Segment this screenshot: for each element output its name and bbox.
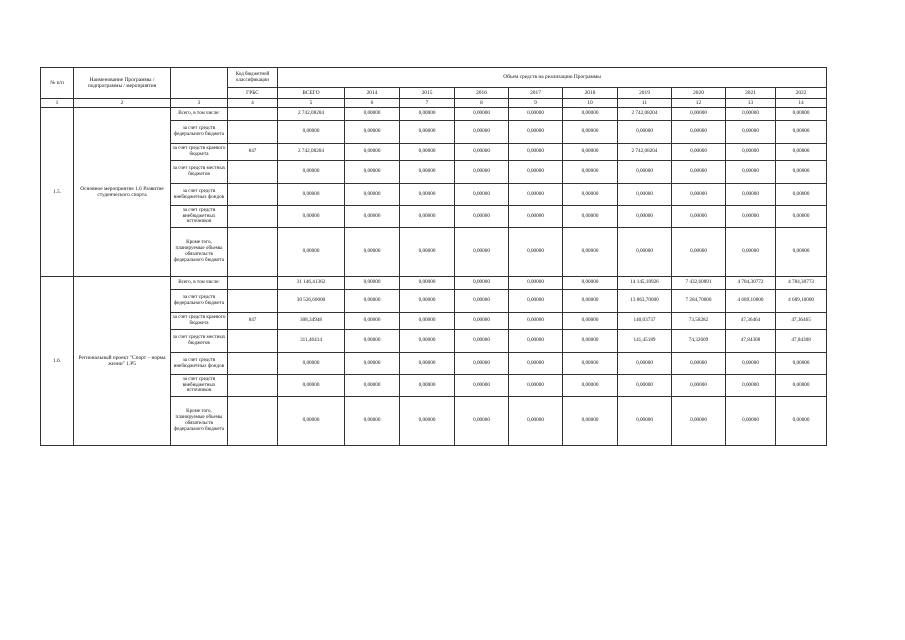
value-cell: 0,00000 bbox=[726, 108, 776, 121]
table-body bbox=[41, 68, 827, 446]
value-cell: 0,00000 bbox=[509, 313, 563, 330]
value-cell: 311,46414 bbox=[278, 330, 345, 353]
value-cell: 0,00000 bbox=[672, 161, 726, 184]
value-cell: 0,00000 bbox=[455, 330, 509, 353]
value-cell: 0,00000 bbox=[563, 330, 618, 353]
value-cell: 0,00000 bbox=[726, 375, 776, 397]
value-cell: 0,00000 bbox=[345, 330, 400, 353]
value-cell: 0,00000 bbox=[400, 121, 455, 144]
value-cell: 0,00000 bbox=[400, 277, 455, 290]
value-cell: 0,00000 bbox=[776, 108, 827, 121]
value-cell: 0,00000 bbox=[563, 108, 618, 121]
value-cell: 0,00000 bbox=[776, 184, 827, 206]
header-year: 2021 bbox=[726, 88, 776, 99]
value-cell: 4 689,10000 bbox=[776, 290, 827, 313]
value-cell: 0,00000 bbox=[776, 121, 827, 144]
value-cell: 2 742,08204 bbox=[618, 144, 672, 161]
value-cell: 0,00000 bbox=[400, 184, 455, 206]
value-cell: 14 145,18926 bbox=[618, 277, 672, 290]
value-cell: 0,00000 bbox=[509, 290, 563, 313]
value-cell: 0,00000 bbox=[509, 353, 563, 375]
grbs-cell: 847 bbox=[228, 313, 278, 330]
grbs-cell bbox=[228, 353, 278, 375]
value-cell: 0,00000 bbox=[455, 290, 509, 313]
value-cell: 0,00000 bbox=[400, 353, 455, 375]
row-label: за счет средств местных бюджетов bbox=[171, 330, 228, 353]
value-cell: 0,00000 bbox=[563, 161, 618, 184]
value-cell: 0,00000 bbox=[400, 206, 455, 228]
value-cell: 0,00000 bbox=[726, 184, 776, 206]
value-cell: 0,00000 bbox=[509, 330, 563, 353]
value-cell: 0,00000 bbox=[776, 228, 827, 277]
header-num: 9 bbox=[509, 99, 563, 108]
value-cell: 0,00000 bbox=[400, 397, 455, 446]
value-cell: 0,00000 bbox=[618, 161, 672, 184]
row-label: Всего, в том числе: bbox=[171, 108, 228, 121]
grbs-cell bbox=[228, 397, 278, 446]
value-cell: 2 742,08204 bbox=[618, 108, 672, 121]
value-cell: 2 742,08204 bbox=[278, 108, 345, 121]
value-cell: 0,00000 bbox=[509, 375, 563, 397]
value-cell: 0,00000 bbox=[455, 161, 509, 184]
value-cell: 0,00000 bbox=[278, 397, 345, 446]
header-year: 2022 bbox=[776, 88, 827, 99]
value-cell: 0,00000 bbox=[345, 121, 400, 144]
value-cell: 0,00000 bbox=[672, 353, 726, 375]
row-label: за счет средств федерального бюджета bbox=[171, 290, 228, 313]
value-cell: 0,00000 bbox=[509, 184, 563, 206]
value-cell: 0,00000 bbox=[509, 228, 563, 277]
section-number: 1.5. bbox=[41, 108, 74, 277]
header-year: 2016 bbox=[455, 88, 509, 99]
row-label: за счет средств внебюджетных источников bbox=[171, 375, 228, 397]
value-cell: 0,00000 bbox=[345, 161, 400, 184]
value-cell: 30 526,60000 bbox=[278, 290, 345, 313]
row-label: за счет средств внебюджетных источников bbox=[171, 206, 228, 228]
value-cell: 0,00000 bbox=[672, 108, 726, 121]
value-cell: 47,36465 bbox=[776, 313, 827, 330]
row-label: Кроме того, планируемые объемы обязательств федерального бюджета bbox=[171, 397, 228, 446]
grbs-cell bbox=[228, 108, 278, 121]
value-cell: 0,00000 bbox=[455, 184, 509, 206]
header-col-name: Наименование Программы / подпрограммы / мероприятия bbox=[74, 68, 171, 99]
value-cell: 0,00000 bbox=[776, 206, 827, 228]
value-cell: 0,00000 bbox=[563, 313, 618, 330]
value-cell: 0,00000 bbox=[726, 144, 776, 161]
row-label: за счет средств внебюджетных фондов bbox=[171, 184, 228, 206]
header-year: 2019 bbox=[618, 88, 672, 99]
header-kbk: Код бюджетной классификации bbox=[228, 68, 278, 88]
value-cell: 0,00000 bbox=[672, 121, 726, 144]
value-cell: 0,00000 bbox=[345, 184, 400, 206]
value-cell: 140,03737 bbox=[618, 313, 672, 330]
value-cell: 4 784,30773 bbox=[776, 277, 827, 290]
header-num: 6 bbox=[345, 99, 400, 108]
value-cell: 0,00000 bbox=[345, 206, 400, 228]
value-cell: 0,00000 bbox=[455, 228, 509, 277]
value-cell: 0,00000 bbox=[509, 206, 563, 228]
value-cell: 0,00000 bbox=[509, 397, 563, 446]
table-row bbox=[41, 108, 827, 121]
value-cell: 0,00000 bbox=[278, 206, 345, 228]
value-cell: 141,45189 bbox=[618, 330, 672, 353]
value-cell: 0,00000 bbox=[455, 397, 509, 446]
value-cell: 0,00000 bbox=[509, 108, 563, 121]
header-num: 1 bbox=[41, 99, 74, 108]
value-cell: 0,00000 bbox=[345, 108, 400, 121]
value-cell: 0,00000 bbox=[563, 353, 618, 375]
value-cell: 0,00000 bbox=[278, 353, 345, 375]
value-cell: 0,00000 bbox=[726, 206, 776, 228]
value-cell: 0,00000 bbox=[400, 330, 455, 353]
value-cell: 47,84308 bbox=[726, 330, 776, 353]
row-label: за счет средств федерального бюджета bbox=[171, 121, 228, 144]
value-cell: 0,00000 bbox=[726, 353, 776, 375]
value-cell: 0,00000 bbox=[400, 108, 455, 121]
header-year: 2020 bbox=[672, 88, 726, 99]
header-num: 13 bbox=[726, 99, 776, 108]
header-col-number: № п/п bbox=[41, 68, 74, 99]
value-cell: 0,00000 bbox=[726, 397, 776, 446]
grbs-cell bbox=[228, 161, 278, 184]
header-num: 11 bbox=[618, 99, 672, 108]
value-cell: 0,00000 bbox=[672, 206, 726, 228]
header-num: 12 bbox=[672, 99, 726, 108]
header-year: ВСЕГО bbox=[278, 88, 345, 99]
value-cell: 0,00000 bbox=[776, 397, 827, 446]
value-cell: 0,00000 bbox=[345, 277, 400, 290]
value-cell: 0,00000 bbox=[776, 144, 827, 161]
value-cell: 0,00000 bbox=[400, 228, 455, 277]
value-cell: 0,00000 bbox=[618, 353, 672, 375]
header-grbs: ГРБС bbox=[228, 88, 278, 99]
section-number: 1.6. bbox=[41, 277, 74, 446]
value-cell: 0,00000 bbox=[618, 375, 672, 397]
value-cell: 0,00000 bbox=[455, 121, 509, 144]
value-cell: 308,34948 bbox=[278, 313, 345, 330]
value-cell: 0,00000 bbox=[278, 161, 345, 184]
row-label: за счет средств краевого бюджета bbox=[171, 313, 228, 330]
grbs-cell bbox=[228, 206, 278, 228]
value-cell: 0,00000 bbox=[618, 206, 672, 228]
value-cell: 2 742,08204 bbox=[278, 144, 345, 161]
value-cell: 0,00000 bbox=[400, 290, 455, 313]
header-num: 10 bbox=[563, 99, 618, 108]
value-cell: 47,84308 bbox=[776, 330, 827, 353]
value-cell: 7 284,70000 bbox=[672, 290, 726, 313]
value-cell: 0,00000 bbox=[345, 313, 400, 330]
value-cell: 0,00000 bbox=[618, 121, 672, 144]
value-cell: 0,00000 bbox=[672, 184, 726, 206]
value-cell: 0,00000 bbox=[509, 277, 563, 290]
value-cell: 0,00000 bbox=[455, 277, 509, 290]
header-num: 2 bbox=[74, 99, 171, 108]
value-cell: 0,00000 bbox=[455, 375, 509, 397]
section-name: Основное мероприятие 1.6 Развитие студенческого спорта bbox=[74, 108, 171, 277]
header-num: 5 bbox=[278, 99, 345, 108]
value-cell: 0,00000 bbox=[776, 353, 827, 375]
value-cell: 0,00000 bbox=[345, 144, 400, 161]
value-cell: 0,00000 bbox=[563, 375, 618, 397]
value-cell: 0,00000 bbox=[400, 313, 455, 330]
header-num: 7 bbox=[400, 99, 455, 108]
grbs-cell bbox=[228, 290, 278, 313]
value-cell: 0,00000 bbox=[618, 397, 672, 446]
header-year: 2014 bbox=[345, 88, 400, 99]
grbs-cell bbox=[228, 228, 278, 277]
row-label: за счет средств внебюджетных фондов bbox=[171, 353, 228, 375]
value-cell: 0,00000 bbox=[278, 184, 345, 206]
value-cell: 0,00000 bbox=[345, 228, 400, 277]
value-cell: 0,00000 bbox=[563, 144, 618, 161]
value-cell: 0,00000 bbox=[400, 144, 455, 161]
value-cell: 0,00000 bbox=[672, 397, 726, 446]
value-cell: 0,00000 bbox=[618, 184, 672, 206]
value-cell: 0,00000 bbox=[455, 206, 509, 228]
value-cell: 0,00000 bbox=[563, 397, 618, 446]
header-num: 14 bbox=[776, 99, 827, 108]
value-cell: 0,00000 bbox=[345, 375, 400, 397]
value-cell: 0,00000 bbox=[672, 228, 726, 277]
header-year: 2018 bbox=[563, 88, 618, 99]
grbs-cell bbox=[228, 121, 278, 144]
grbs-cell bbox=[228, 330, 278, 353]
header-num: 3 bbox=[171, 99, 228, 108]
value-cell: 0,00000 bbox=[455, 144, 509, 161]
header-col-3 bbox=[171, 68, 228, 99]
value-cell: 4 689,10000 bbox=[726, 290, 776, 313]
value-cell: 0,00000 bbox=[726, 228, 776, 277]
header-year: 2017 bbox=[509, 88, 563, 99]
header-numbers-row bbox=[41, 99, 827, 108]
value-cell: 4 784,30772 bbox=[726, 277, 776, 290]
value-cell: 0,00000 bbox=[563, 277, 618, 290]
value-cell: 47,36464 bbox=[726, 313, 776, 330]
value-cell: 0,00000 bbox=[563, 206, 618, 228]
value-cell: 0,00000 bbox=[726, 161, 776, 184]
value-cell: 0,00000 bbox=[563, 228, 618, 277]
value-cell: 0,00000 bbox=[455, 108, 509, 121]
header-volume: Объем средств на реализацию Программы bbox=[278, 68, 827, 88]
value-cell: 0,00000 bbox=[776, 161, 827, 184]
header-row-1 bbox=[41, 68, 827, 88]
header-num: 8 bbox=[455, 99, 509, 108]
value-cell: 0,00000 bbox=[345, 397, 400, 446]
value-cell: 0,00000 bbox=[726, 121, 776, 144]
value-cell: 0,00000 bbox=[278, 121, 345, 144]
value-cell: 0,00000 bbox=[563, 121, 618, 144]
value-cell: 0,00000 bbox=[509, 144, 563, 161]
row-label: за счет средств краевого бюджета bbox=[171, 144, 228, 161]
value-cell: 0,00000 bbox=[509, 161, 563, 184]
value-cell: 0,00000 bbox=[563, 184, 618, 206]
value-cell: 0,00000 bbox=[672, 375, 726, 397]
table-row bbox=[41, 277, 827, 290]
value-cell: 0,00000 bbox=[776, 375, 827, 397]
value-cell: 13 863,70000 bbox=[618, 290, 672, 313]
value-cell: 0,00000 bbox=[278, 228, 345, 277]
value-cell: 0,00000 bbox=[345, 353, 400, 375]
value-cell: 0,00000 bbox=[278, 375, 345, 397]
value-cell: 0,00000 bbox=[400, 161, 455, 184]
row-label: Всего, в том числе: bbox=[171, 277, 228, 290]
value-cell: 0,00000 bbox=[672, 144, 726, 161]
row-label: за счет средств местных бюджетов bbox=[171, 161, 228, 184]
value-cell: 0,00000 bbox=[509, 121, 563, 144]
value-cell: 0,00000 bbox=[455, 353, 509, 375]
value-cell: 0,00000 bbox=[345, 290, 400, 313]
grbs-cell bbox=[228, 375, 278, 397]
budget-table bbox=[40, 67, 827, 446]
value-cell: 0,00000 bbox=[618, 228, 672, 277]
value-cell: 0,00000 bbox=[400, 375, 455, 397]
header-year: 2015 bbox=[400, 88, 455, 99]
value-cell: 73,58282 bbox=[672, 313, 726, 330]
section-name: Региональный проект "Спорт – норма жизни" 1.P5 bbox=[74, 277, 171, 446]
row-label: Кроме того, планируемые объемы обязательств федерального бюджета bbox=[171, 228, 228, 277]
value-cell: 0,00000 bbox=[563, 290, 618, 313]
grbs-cell bbox=[228, 277, 278, 290]
value-cell: 0,00000 bbox=[455, 313, 509, 330]
value-cell: 74,32609 bbox=[672, 330, 726, 353]
grbs-cell bbox=[228, 184, 278, 206]
header-num: 4 bbox=[228, 99, 278, 108]
value-cell: 31 146,41362 bbox=[278, 277, 345, 290]
grbs-cell: 847 bbox=[228, 144, 278, 161]
value-cell: 7 432,60891 bbox=[672, 277, 726, 290]
